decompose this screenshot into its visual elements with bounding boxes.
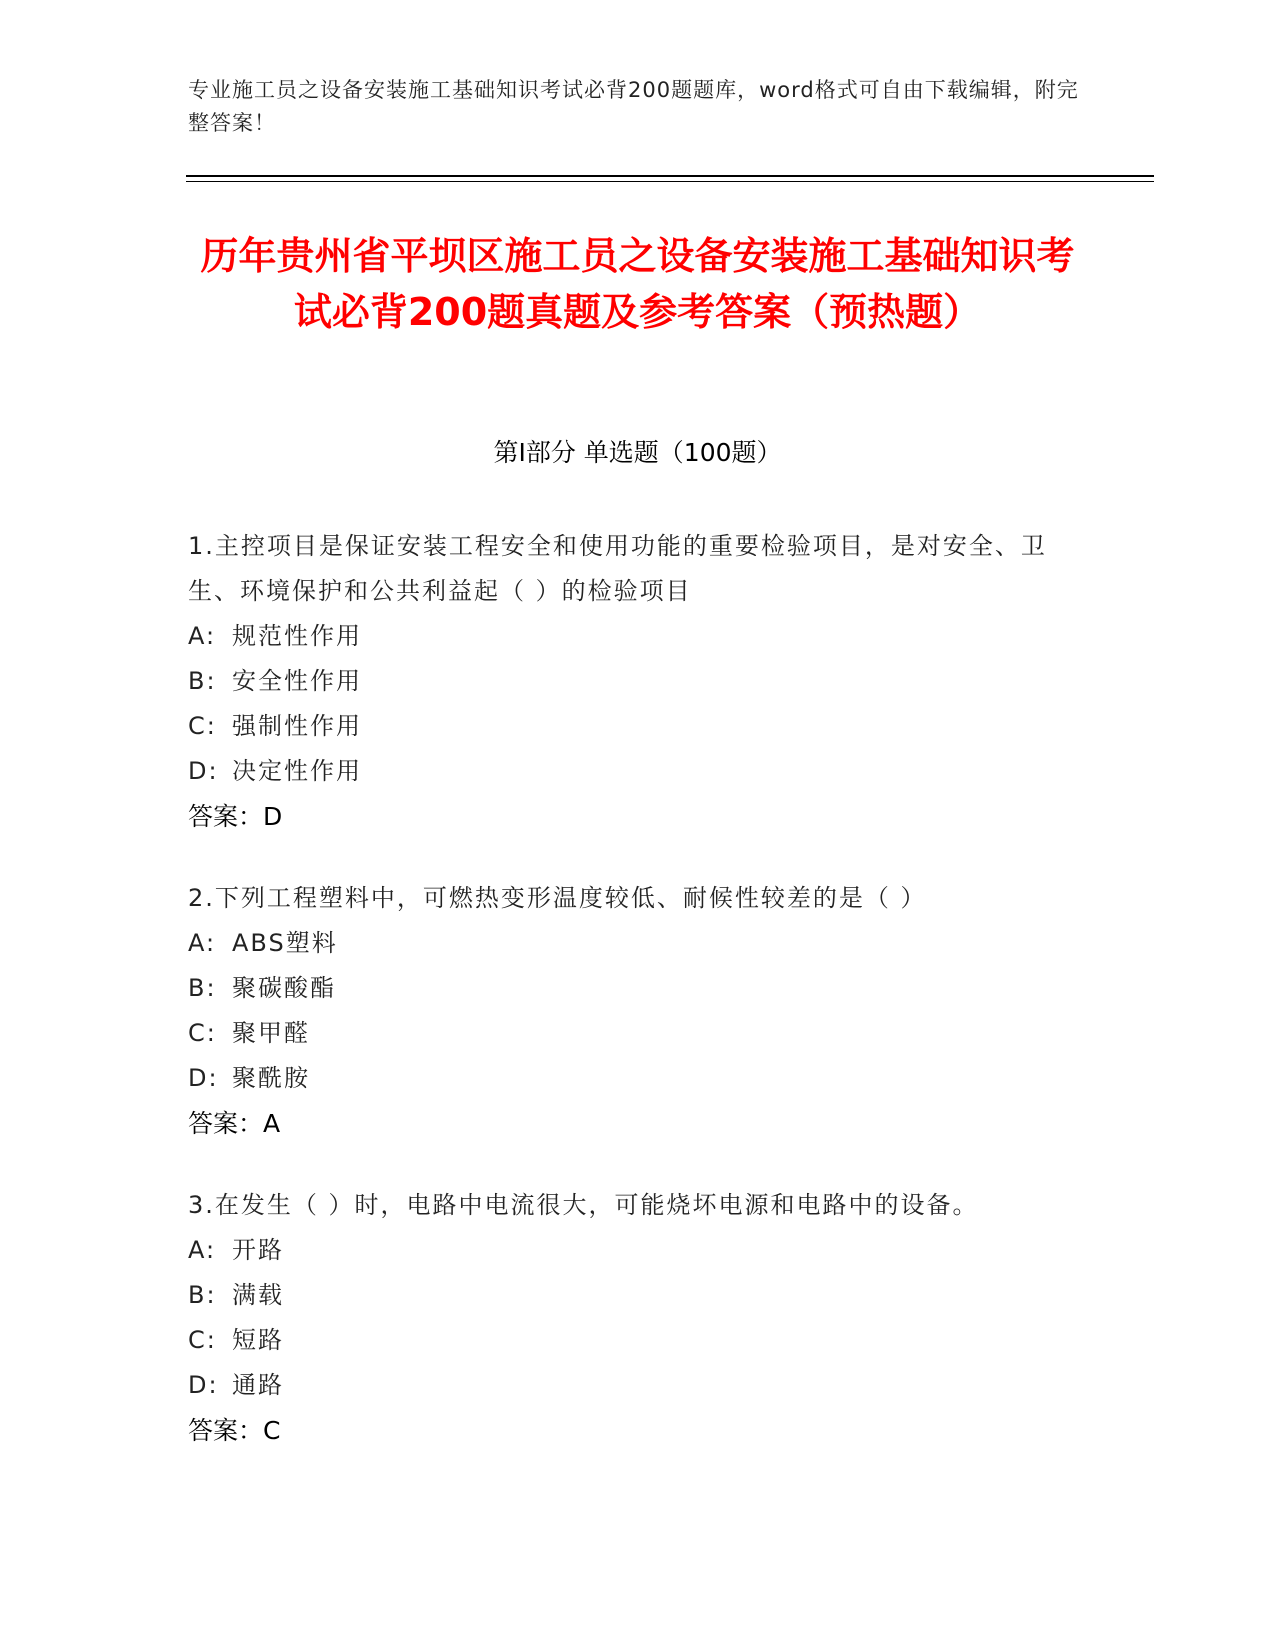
question-stem: 2.下列工程塑料中，可燃热变形温度较低、耐候性较差的是（ ）	[188, 884, 927, 912]
option-text: 开路	[232, 1236, 284, 1264]
option-key: B:	[188, 1281, 217, 1309]
option-key: A:	[188, 929, 217, 957]
option-text: 规范性作用	[232, 622, 362, 650]
answer-prefix: 答案：	[188, 1109, 264, 1138]
answer-line	[188, 794, 1088, 840]
option-a	[188, 1228, 1088, 1273]
question-1	[188, 524, 1088, 840]
option-d	[188, 1363, 1088, 1408]
option-key: B:	[188, 974, 217, 1002]
header-rule-thick	[186, 175, 1154, 177]
option-key: A:	[188, 1236, 217, 1264]
question-3	[188, 1183, 1088, 1454]
header-rule-thin	[186, 181, 1154, 182]
document-title: 历年贵州省平坝区施工员之设备安装施工基础知识考试必背200题真题及参考答案（预热题）	[200, 234, 1075, 334]
option-c	[188, 1011, 1088, 1056]
option-d	[188, 749, 1088, 794]
question-2	[188, 876, 1088, 1147]
option-d	[188, 1056, 1088, 1101]
answer-value: D	[263, 802, 283, 831]
option-text: 通路	[232, 1371, 284, 1399]
question-stem: 1.主控项目是保证安装工程安全和使用功能的重要检验项目，是对安全、卫生、环境保护和公共利益起（ ）的检验项目	[188, 532, 1047, 605]
answer-value: C	[263, 1416, 281, 1445]
option-key: D:	[188, 1064, 219, 1092]
option-a	[188, 921, 1088, 966]
option-text: 聚酰胺	[232, 1064, 310, 1092]
option-text: 安全性作用	[232, 667, 362, 695]
option-text: 短路	[232, 1326, 284, 1354]
option-key: B:	[188, 667, 217, 695]
question-stem: 3.在发生（ ）时，电路中电流很大，可能烧坏电源和电路中的设备。	[188, 1191, 979, 1219]
option-key: A:	[188, 622, 217, 650]
option-text: 强制性作用	[232, 712, 362, 740]
option-b	[188, 659, 1088, 704]
answer-prefix: 答案：	[188, 1416, 264, 1445]
answer-value: A	[263, 1109, 281, 1138]
option-a	[188, 614, 1088, 659]
answer-prefix: 答案：	[188, 802, 264, 831]
option-b	[188, 966, 1088, 1011]
answer-line	[188, 1408, 1088, 1454]
option-c	[188, 1318, 1088, 1363]
option-text: 满载	[232, 1281, 284, 1309]
option-text: ABS塑料	[232, 929, 338, 957]
option-text: 聚甲醛	[232, 1019, 310, 1047]
option-text: 聚碳酸酯	[232, 974, 336, 1002]
option-key: D:	[188, 757, 219, 785]
option-b	[188, 1273, 1088, 1318]
option-key: D:	[188, 1371, 219, 1399]
option-c	[188, 704, 1088, 749]
header-note: 专业施工员之设备安装施工基础知识考试必背200题题库，word格式可自由下载编辑，附完整答案！	[188, 78, 1079, 135]
option-key: C:	[188, 1326, 217, 1354]
question-list	[188, 524, 1088, 1490]
option-text: 决定性作用	[232, 757, 362, 785]
option-key: C:	[188, 1019, 217, 1047]
answer-line	[188, 1101, 1088, 1147]
section-title: 第I部分 单选题（100题）	[493, 438, 782, 467]
option-key: C:	[188, 712, 217, 740]
